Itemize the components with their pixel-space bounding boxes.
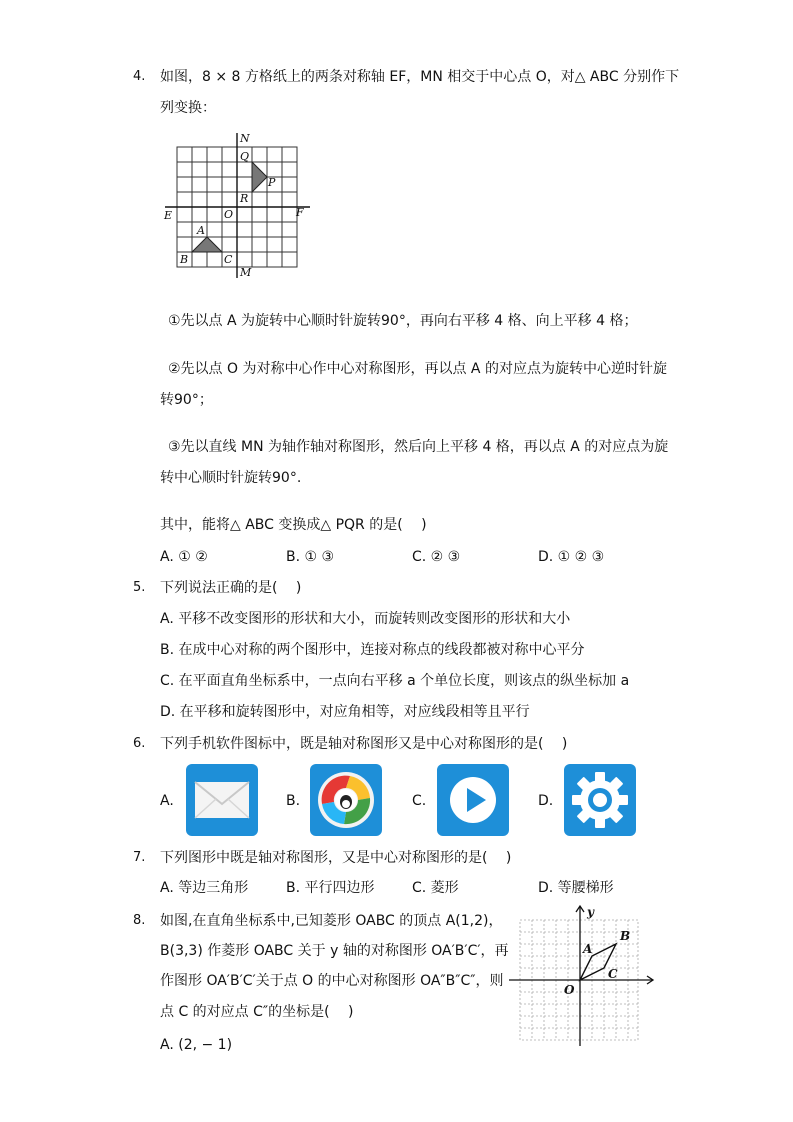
q8-line1: 如图,在直角坐标系中,已知菱形 OABC 的顶点 A(1,2)， <box>160 913 503 929</box>
q8-number: 8. <box>133 913 146 928</box>
label-b: B <box>620 929 631 943</box>
label-o: O <box>564 983 575 997</box>
triangle-abc <box>192 237 222 252</box>
q8-line4: 点 C 的对应点 C″的坐标是( ) <box>160 1004 354 1020</box>
label-f: F <box>296 206 304 219</box>
q6-number: 6. <box>133 736 146 751</box>
label-a: A <box>583 942 593 956</box>
q6-label-b[interactable]: B. <box>286 793 301 809</box>
q4-step3-line1: ③先以直线 MN 为轴作轴对称图形，然后向上平移 4 格，再以点 A 的对应点为旋 <box>168 439 669 455</box>
q4-option-d[interactable]: D. ① ② ③ <box>538 549 605 565</box>
q6-label-a[interactable]: A. <box>160 793 174 809</box>
label-y: y <box>587 905 594 919</box>
label-p: P <box>268 176 276 189</box>
qq-news-icon[interactable] <box>310 764 382 836</box>
q4-option-c[interactable]: C. ② ③ <box>412 549 461 565</box>
q4-option-b[interactable]: B. ① ③ <box>286 549 335 565</box>
q8-line3: 作图形 OA′B′C′关于点 O 的中心对称图形 OA″B″C″，则 <box>160 973 504 989</box>
q4-number: 4. <box>133 69 146 84</box>
q5-option-d[interactable]: D. 在平移和旋转图形中，对应角相等，对应线段相等且平行 <box>160 704 530 720</box>
q5-option-b[interactable]: B. 在成中心对称的两个图形中，连接对称点的线段都被对称中心平分 <box>160 642 585 658</box>
q4-stem-line2: 列变换： <box>160 100 216 116</box>
q6-label-d[interactable]: D. <box>538 793 554 809</box>
q6-label-c[interactable]: C. <box>412 793 427 809</box>
q7-stem: 下列图形中既是轴对称图形，又是中心对称图形的是( ) <box>160 850 512 866</box>
q5-number: 5. <box>133 580 146 595</box>
q7-option-b[interactable]: B. 平行四边形 <box>286 880 375 896</box>
label-c: C <box>224 253 233 266</box>
q4-stem-line1: 如图，8 × 8 方格纸上的两条对称轴 EF，MN 相交于中心点 O，对△ ABC 分别作下 <box>160 69 680 85</box>
play-icon[interactable] <box>437 764 509 836</box>
q4-step2-line1: ②先以点 O 为对称中心作中心对称图形，再以点 A 的对应点为旋转中心逆时针旋 <box>168 361 667 377</box>
q7-option-c[interactable]: C. 菱形 <box>412 880 459 896</box>
q4-step2-line2: 转90°； <box>160 392 213 408</box>
q7-number: 7. <box>133 850 146 865</box>
label-m: M <box>240 266 252 279</box>
q5-option-a[interactable]: A. 平移不改变图形的形状和大小，而旋转则改变图形的形状和大小 <box>160 611 571 627</box>
label-a: A <box>197 224 205 237</box>
q6-stem: 下列手机软件图标中，既是轴对称图形又是中心对称图形的是( ) <box>160 736 568 752</box>
label-e: E <box>164 209 173 222</box>
label-o: O <box>224 208 234 221</box>
label-r: R <box>240 192 249 205</box>
q5-option-c[interactable]: C. 在平面直角坐标系中，一点向右平移 a 个单位长度，则该点的纵坐标加 a <box>160 673 630 689</box>
q4-option-a[interactable]: A. ① ② <box>160 549 208 565</box>
mail-icon[interactable] <box>186 764 258 836</box>
triangle-pqr <box>252 162 267 192</box>
label-c: C <box>608 967 618 981</box>
q8-coordinate-figure <box>505 900 655 1048</box>
q4-question: 其中，能将△ ABC 变换成△ PQR 的是( ) <box>160 517 427 533</box>
q4-step3-line2: 转中心顺时针旋转90°. <box>160 470 302 486</box>
q4-step1: ①先以点 A 为旋转中心顺时针旋转90°，再向右平移 4 格、向上平移 4 格； <box>168 313 638 329</box>
label-b: B <box>180 253 189 266</box>
q8-option-a[interactable]: A. (2, − 1) <box>160 1037 233 1053</box>
q4-grid-figure <box>160 130 320 280</box>
label-n: N <box>240 132 250 145</box>
label-q: Q <box>240 150 250 163</box>
gear-icon[interactable] <box>564 764 636 836</box>
q7-option-d[interactable]: D. 等腰梯形 <box>538 880 614 896</box>
q8-line2: B(3,3) 作菱形 OABC 关于 y 轴的对称图形 OA′B′C′，再 <box>160 943 509 959</box>
q5-stem: 下列说法正确的是( ) <box>160 580 302 596</box>
q7-option-a[interactable]: A. 等边三角形 <box>160 880 249 896</box>
